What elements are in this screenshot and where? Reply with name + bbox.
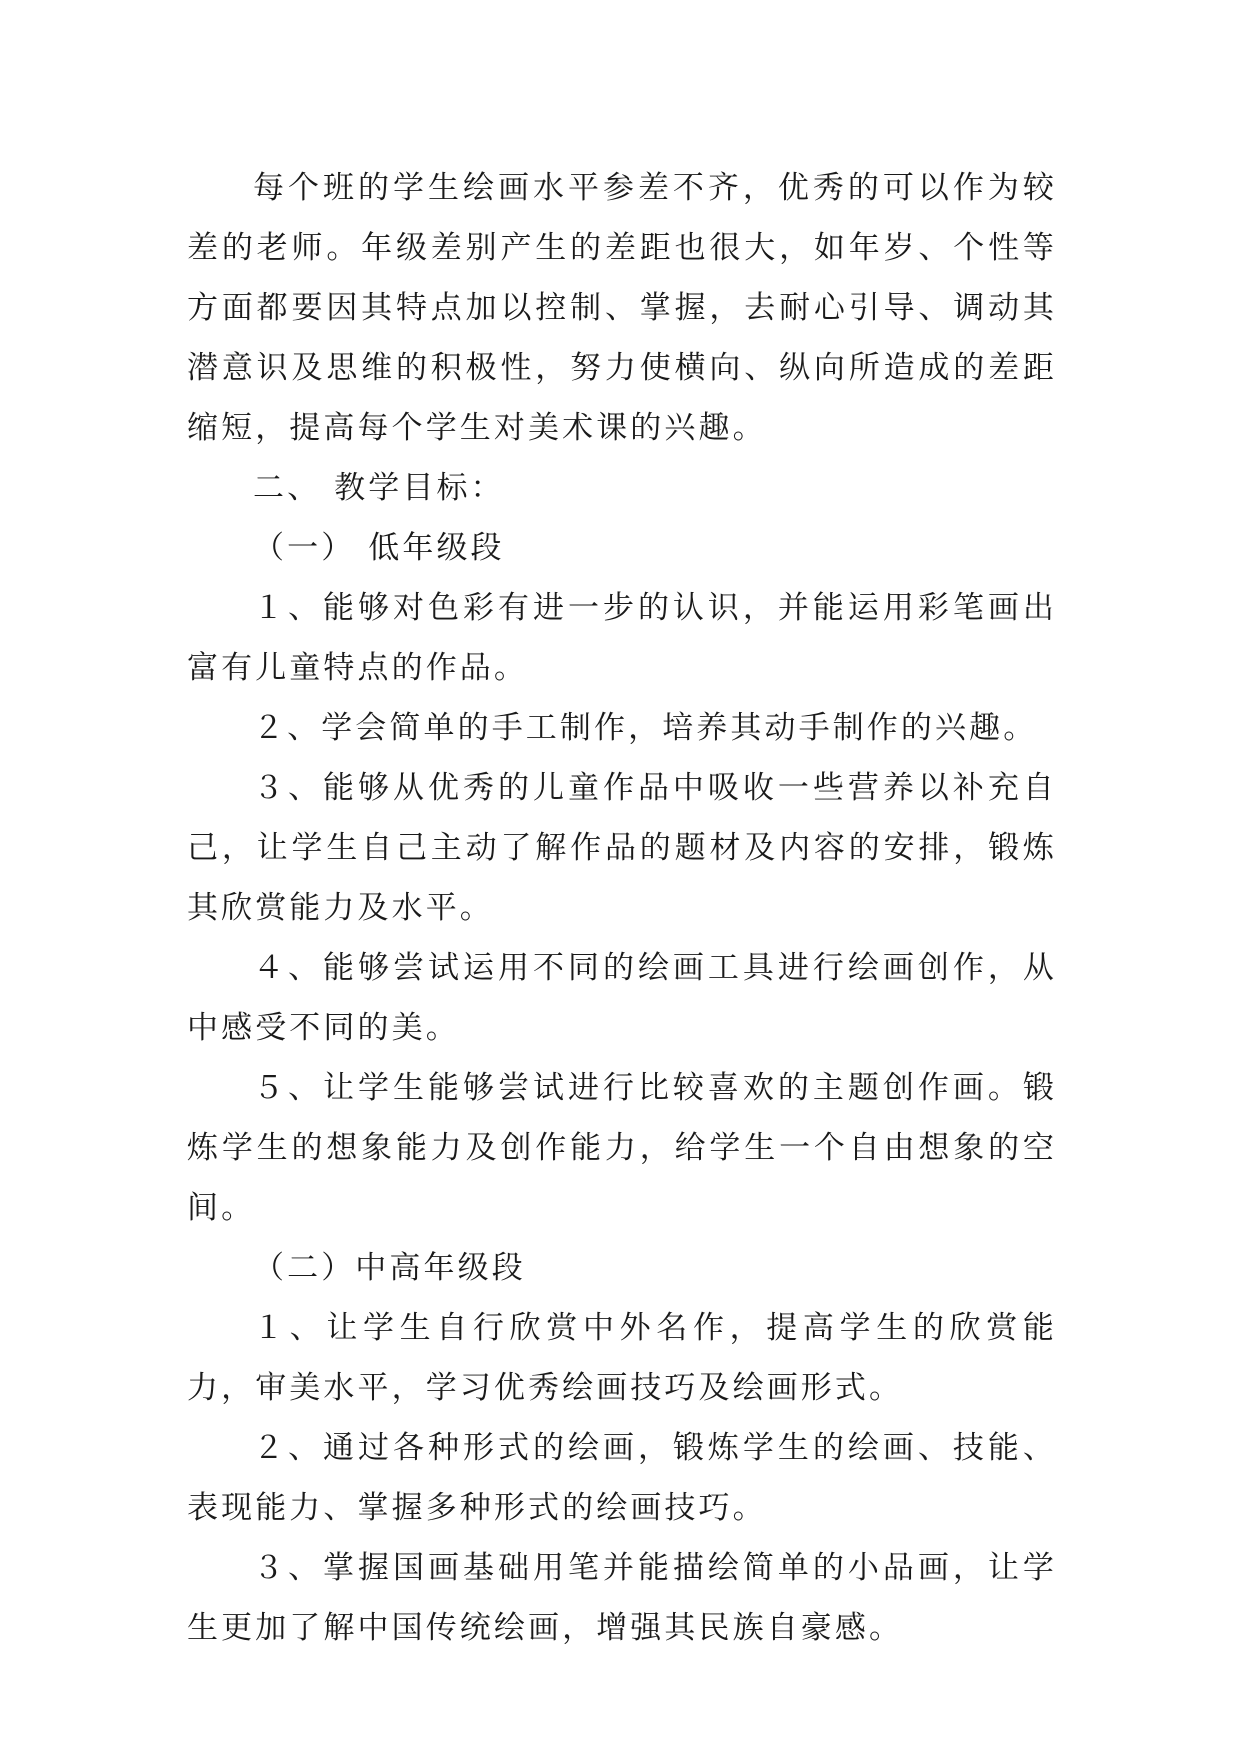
list-item-lower-5: ５、让学生能够尝试进行比较喜欢的主题创作画。锻炼学生的想象能力及创作能力，给学生一个自由想象的空间。 (187, 1070, 1057, 1226)
document-body (187, 158, 1057, 1658)
list-item-lower-1: １、能够对色彩有进一步的认识，并能运用彩笔画出富有儿童特点的作品。 (187, 590, 1057, 686)
list-item-lower-3: ３、能够从优秀的儿童作品中吸收一些营养以补充自己，让学生自己主动了解作品的题材及内容的安排，锻炼其欣赏能力及水平。 (187, 770, 1057, 926)
list-item-upper-3: ３、掌握国画基础用笔并能描绘简单的小品画，让学生更加了解中国传统绘画，增强其民族自豪感。 (187, 1550, 1057, 1646)
list-item-upper-1: １、让学生自行欣赏中外名作，提高学生的欣赏能力，审美水平，学习优秀绘画技巧及绘画形式。 (187, 1310, 1057, 1406)
section-heading-teaching-goals: 二、 教学目标： (253, 470, 505, 506)
list-item-lower-2: ２、学会简单的手工制作，培养其动手制作的兴趣。 (253, 710, 1038, 746)
subsection-heading-lower-grades: （一） 低年级段 (253, 530, 505, 566)
paragraph-class-differences: 每个班的学生绘画水平参差不齐，优秀的可以作为较差的老师。年级差别产生的差距也很大，如年岁、个性等方面都要因其特点加以控制、掌握，去耐心引导、调动其潜意识及思维的积极性，努力使横向、纵向所造成的差距缩短，提高每个学生对美术课的兴趣。 (187, 170, 1057, 446)
list-item-upper-2: ２、通过各种形式的绘画，锻炼学生的绘画、技能、表现能力、掌握多种形式的绘画技巧。 (187, 1430, 1057, 1526)
list-item-lower-4: ４、能够尝试运用不同的绘画工具进行绘画创作，从中感受不同的美。 (187, 950, 1057, 1046)
subsection-heading-middle-upper-grades: （二）中高年级段 (253, 1250, 526, 1286)
